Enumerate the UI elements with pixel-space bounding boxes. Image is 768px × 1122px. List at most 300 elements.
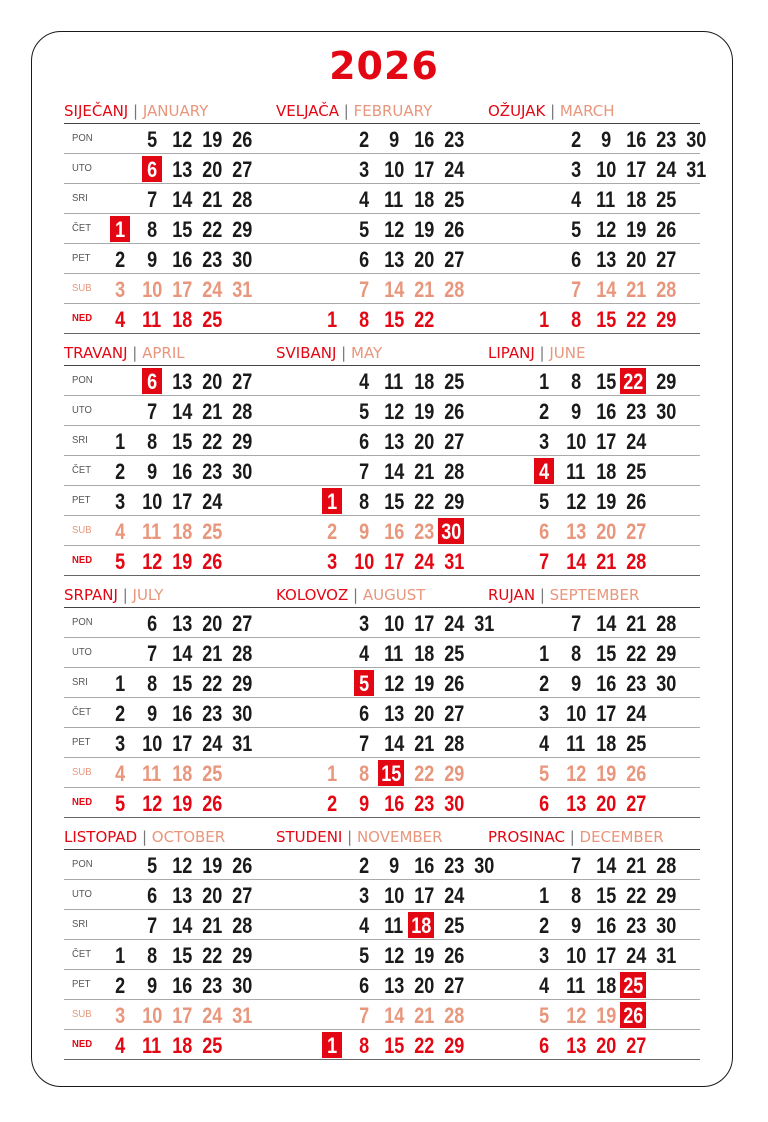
month-header <box>488 100 615 122</box>
day-number: 7 <box>358 1003 370 1028</box>
day-number: 15 <box>595 369 617 394</box>
day-number: 27 <box>231 157 253 182</box>
month-june <box>488 342 700 576</box>
day-cell <box>592 156 620 182</box>
day-number: 23 <box>625 399 647 424</box>
day-cell <box>106 670 134 696</box>
weekday-row-tue <box>488 638 700 668</box>
day-number: 6 <box>358 973 370 998</box>
weekday-row-wed <box>488 910 700 940</box>
day-cell <box>168 156 196 182</box>
weekday-label: PET <box>72 253 91 264</box>
day-number: 10 <box>595 157 617 182</box>
month-name-separator: | <box>127 344 143 362</box>
day-cell <box>106 306 134 332</box>
day-cell <box>562 610 590 636</box>
day-cell <box>380 246 408 272</box>
day-cell <box>652 882 680 908</box>
day-number: 7 <box>358 731 370 756</box>
day-cell <box>440 548 468 574</box>
month-name-separator: | <box>535 586 550 604</box>
day-number: 17 <box>171 731 193 756</box>
day-number: 17 <box>625 157 647 182</box>
day-cell <box>562 548 590 574</box>
day-cell <box>592 700 620 726</box>
row-rule <box>276 1059 488 1060</box>
day-number: 6 <box>146 369 158 394</box>
day-cell <box>440 398 468 424</box>
day-number: 25 <box>201 761 223 786</box>
day-cell <box>562 760 590 786</box>
day-cell <box>380 1032 408 1058</box>
day-cell <box>622 640 650 666</box>
weekday-row-thu <box>488 698 700 728</box>
day-cell <box>198 1032 226 1058</box>
day-cell <box>138 126 166 152</box>
day-number: 11 <box>566 973 586 998</box>
weekday-row-thu <box>64 698 276 728</box>
day-cell <box>228 398 256 424</box>
day-number: 18 <box>171 307 193 332</box>
weekday-label: SRI <box>72 193 88 204</box>
holiday-day <box>620 368 646 394</box>
day-number: 9 <box>570 913 582 938</box>
month-march <box>488 100 707 334</box>
day-number: 15 <box>383 1033 405 1058</box>
day-cell <box>410 548 438 574</box>
day-number: 10 <box>141 489 163 514</box>
day-number: 9 <box>600 127 612 152</box>
row-rule <box>488 817 700 818</box>
weekday-row-fri <box>64 970 276 1000</box>
day-cell <box>622 700 650 726</box>
day-number: 14 <box>595 277 617 302</box>
day-number: 2 <box>358 127 370 152</box>
day-cell <box>410 882 438 908</box>
day-number: 23 <box>625 913 647 938</box>
day-cell <box>380 368 408 394</box>
day-number: 8 <box>570 641 582 666</box>
day-cell <box>198 276 226 302</box>
day-number: 7 <box>146 913 158 938</box>
day-number: 9 <box>146 973 158 998</box>
day-number: 24 <box>625 701 647 726</box>
day-number: 30 <box>655 671 677 696</box>
day-number: 19 <box>201 853 223 878</box>
weekday-row-sat <box>276 758 488 788</box>
day-number: 14 <box>383 277 405 302</box>
day-cell <box>530 972 558 998</box>
day-number: 21 <box>625 277 647 302</box>
day-number: 29 <box>443 761 465 786</box>
day-cell <box>350 700 378 726</box>
day-number: 16 <box>171 247 193 272</box>
day-number: 23 <box>443 127 465 152</box>
day-cell <box>592 368 620 394</box>
day-cell <box>168 306 196 332</box>
day-number: 26 <box>201 791 223 816</box>
day-number: 30 <box>231 701 253 726</box>
day-number: 29 <box>231 671 253 696</box>
day-cell <box>410 610 438 636</box>
day-number: 20 <box>595 1033 617 1058</box>
weekday-row-sun <box>64 546 276 576</box>
day-number: 25 <box>443 913 465 938</box>
day-number: 18 <box>625 187 647 212</box>
day-number: 13 <box>171 369 193 394</box>
day-number: 17 <box>595 429 617 454</box>
day-number: 2 <box>326 791 338 816</box>
weekday-row-sat <box>64 1000 276 1030</box>
day-number: 18 <box>171 519 193 544</box>
month-name-en: OCTOBER <box>151 828 226 846</box>
day-cell <box>622 942 650 968</box>
day-cell <box>592 790 620 816</box>
day-number: 14 <box>171 913 193 938</box>
weekday-row-tue <box>276 880 488 910</box>
day-number: 28 <box>443 1003 465 1028</box>
day-cell <box>622 246 650 272</box>
day-number: 14 <box>595 853 617 878</box>
day-number: 31 <box>685 157 707 182</box>
day-cell <box>350 398 378 424</box>
day-cell <box>410 368 438 394</box>
day-number: 2 <box>114 973 126 998</box>
day-number: 30 <box>231 247 253 272</box>
weekday-label: UTO <box>72 405 92 416</box>
row-rule <box>488 333 700 334</box>
weekday-row-thu <box>276 698 488 728</box>
day-number: 10 <box>565 701 587 726</box>
day-number: 8 <box>146 943 158 968</box>
weekday-label: PET <box>72 979 91 990</box>
day-number: 24 <box>201 731 223 756</box>
weekday-row-thu <box>276 214 488 244</box>
holiday-day <box>322 1032 342 1058</box>
day-cell <box>592 518 620 544</box>
day-number: 30 <box>655 913 677 938</box>
day-cell <box>440 458 468 484</box>
day-number: 5 <box>570 217 582 242</box>
day-number: 12 <box>383 943 405 968</box>
weekday-label: PON <box>72 859 93 870</box>
day-cell <box>652 398 680 424</box>
holiday-day <box>110 216 130 242</box>
day-cell <box>198 640 226 666</box>
day-cell <box>410 246 438 272</box>
day-number: 25 <box>201 519 223 544</box>
month-name-separator: | <box>348 586 363 604</box>
day-cell <box>228 368 256 394</box>
day-number: 9 <box>570 399 582 424</box>
day-cell <box>198 1002 226 1028</box>
day-cell <box>350 306 378 332</box>
day-cell <box>622 518 650 544</box>
day-number: 12 <box>171 127 193 152</box>
day-number: 3 <box>326 549 338 574</box>
day-cell <box>652 306 680 332</box>
day-number: 6 <box>146 157 158 182</box>
day-cell <box>652 942 680 968</box>
day-cell <box>562 306 590 332</box>
day-number: 21 <box>413 731 435 756</box>
weekday-label: PON <box>72 617 93 628</box>
day-number: 6 <box>358 429 370 454</box>
weekday-row-mon <box>488 850 700 880</box>
day-number: 2 <box>538 913 550 938</box>
month-header <box>276 826 443 848</box>
day-cell <box>562 730 590 756</box>
day-number: 20 <box>595 519 617 544</box>
day-cell <box>622 610 650 636</box>
day-number: 26 <box>655 217 677 242</box>
day-number: 28 <box>625 549 647 574</box>
weekday-row-sun <box>276 546 488 576</box>
day-number: 31 <box>231 277 253 302</box>
day-cell <box>380 518 408 544</box>
day-number: 4 <box>114 761 126 786</box>
day-cell <box>228 246 256 272</box>
day-number: 15 <box>595 307 617 332</box>
day-cell <box>592 942 620 968</box>
day-cell <box>440 882 468 908</box>
day-cell <box>198 670 226 696</box>
day-cell <box>380 428 408 454</box>
day-number: 29 <box>655 641 677 666</box>
day-cell <box>318 760 346 786</box>
day-number: 25 <box>443 641 465 666</box>
day-cell <box>138 1002 166 1028</box>
day-number: 22 <box>413 1033 435 1058</box>
weekday-row-sat <box>488 516 700 546</box>
day-cell <box>440 700 468 726</box>
day-cell <box>318 548 346 574</box>
day-number: 22 <box>413 307 435 332</box>
day-number: 10 <box>565 429 587 454</box>
day-number: 30 <box>231 459 253 484</box>
day-cell <box>562 700 590 726</box>
day-number: 3 <box>114 731 126 756</box>
day-cell <box>138 518 166 544</box>
day-cell <box>168 912 196 938</box>
day-cell <box>530 306 558 332</box>
day-number: 23 <box>413 791 435 816</box>
weekday-label: SUB <box>72 283 92 294</box>
day-cell <box>440 942 468 968</box>
day-cell <box>228 610 256 636</box>
day-cell <box>168 216 196 242</box>
day-cell <box>380 126 408 152</box>
day-number: 28 <box>231 913 253 938</box>
day-cell <box>350 126 378 152</box>
day-cell <box>198 730 226 756</box>
day-number: 22 <box>413 489 435 514</box>
day-number: 4 <box>358 913 370 938</box>
day-cell <box>228 428 256 454</box>
day-cell <box>622 488 650 514</box>
day-cell <box>168 972 196 998</box>
weekday-label: SUB <box>72 767 92 778</box>
day-cell <box>350 640 378 666</box>
day-number: 20 <box>413 701 435 726</box>
day-number: 27 <box>443 701 465 726</box>
holiday-day <box>378 760 404 786</box>
day-number: 18 <box>410 913 432 938</box>
day-cell <box>530 730 558 756</box>
day-cell <box>106 942 134 968</box>
day-number: 14 <box>595 611 617 636</box>
day-cell <box>440 912 468 938</box>
day-cell <box>228 912 256 938</box>
weekday-row-tue <box>276 638 488 668</box>
day-cell <box>380 276 408 302</box>
weekday-row-mon <box>276 366 488 396</box>
day-cell <box>350 428 378 454</box>
day-number: 17 <box>413 611 435 636</box>
day-number: 27 <box>625 519 647 544</box>
day-cell <box>168 398 196 424</box>
day-number: 10 <box>383 157 405 182</box>
day-cell <box>652 912 680 938</box>
day-number: 22 <box>413 761 435 786</box>
day-cell <box>410 186 438 212</box>
weekday-row-sun <box>64 788 276 818</box>
day-number: 20 <box>201 883 223 908</box>
day-number: 15 <box>171 671 193 696</box>
day-number: 3 <box>538 429 550 454</box>
day-number: 16 <box>625 127 647 152</box>
day-cell <box>682 156 710 182</box>
day-number: 27 <box>443 429 465 454</box>
month-header <box>488 584 639 606</box>
day-number: 6 <box>538 519 550 544</box>
day-number: 2 <box>538 399 550 424</box>
day-cell <box>562 246 590 272</box>
day-number: 18 <box>413 187 435 212</box>
day-cell <box>622 458 650 484</box>
day-cell <box>410 428 438 454</box>
weekday-row-mon <box>64 366 276 396</box>
weekday-row-wed <box>64 668 276 698</box>
day-number: 13 <box>565 1033 587 1058</box>
day-number: 10 <box>141 731 163 756</box>
weekday-row-sat <box>64 516 276 546</box>
day-cell <box>530 640 558 666</box>
day-cell <box>228 730 256 756</box>
weekday-row-sun <box>488 1030 700 1060</box>
day-number: 10 <box>565 943 587 968</box>
day-number: 8 <box>570 307 582 332</box>
day-number: 9 <box>388 127 400 152</box>
day-number: 9 <box>358 519 370 544</box>
day-cell <box>380 972 408 998</box>
day-number: 10 <box>353 549 375 574</box>
day-cell <box>530 700 558 726</box>
day-cell <box>410 518 438 544</box>
day-number: 11 <box>566 459 586 484</box>
weekday-row-sun <box>64 304 276 334</box>
weekday-row-fri <box>488 244 700 274</box>
day-cell <box>410 216 438 242</box>
day-number: 25 <box>625 731 647 756</box>
day-number: 19 <box>171 791 193 816</box>
day-cell <box>592 670 620 696</box>
day-number: 12 <box>171 853 193 878</box>
day-number: 3 <box>114 1003 126 1028</box>
day-number: 13 <box>171 611 193 636</box>
weekday-row-wed <box>488 184 700 214</box>
day-number: 26 <box>625 761 647 786</box>
day-number: 29 <box>655 307 677 332</box>
day-cell <box>380 730 408 756</box>
day-number: 2 <box>326 519 338 544</box>
day-number: 14 <box>171 641 193 666</box>
day-cell <box>106 1002 134 1028</box>
day-number: 12 <box>141 791 163 816</box>
day-number: 4 <box>570 187 582 212</box>
day-cell <box>138 882 166 908</box>
weekday-row-mon <box>488 124 707 154</box>
day-cell <box>530 428 558 454</box>
day-number: 12 <box>141 549 163 574</box>
month-name-separator: | <box>128 102 143 120</box>
weekday-row-sat <box>488 274 700 304</box>
day-cell <box>530 760 558 786</box>
day-number: 12 <box>565 1003 587 1028</box>
day-cell <box>592 548 620 574</box>
day-number: 5 <box>538 761 550 786</box>
day-cell <box>440 670 468 696</box>
day-number: 19 <box>595 1003 617 1028</box>
day-number: 2 <box>114 701 126 726</box>
day-number: 30 <box>440 519 462 544</box>
weekday-row-wed <box>276 184 488 214</box>
day-cell <box>440 760 468 786</box>
day-cell <box>138 246 166 272</box>
month-january <box>64 100 276 334</box>
month-name-en: NOVEMBER <box>356 828 443 846</box>
day-cell <box>350 1002 378 1028</box>
day-cell <box>440 730 468 756</box>
day-cell <box>168 942 196 968</box>
weekday-label: SRI <box>72 435 88 446</box>
day-cell <box>168 368 196 394</box>
day-cell <box>652 368 680 394</box>
weekday-row-mon <box>276 124 488 154</box>
weekday-row-fri <box>488 970 700 1000</box>
day-number: 8 <box>570 883 582 908</box>
day-cell <box>410 790 438 816</box>
weekday-row-wed <box>64 910 276 940</box>
day-number: 17 <box>595 701 617 726</box>
day-cell <box>350 488 378 514</box>
day-number: 1 <box>538 641 550 666</box>
day-number: 14 <box>383 731 405 756</box>
day-number: 27 <box>231 369 253 394</box>
day-cell <box>440 246 468 272</box>
day-cell <box>440 126 468 152</box>
day-number: 19 <box>171 549 193 574</box>
weekday-row-mon <box>276 850 495 880</box>
day-cell <box>562 276 590 302</box>
month-header <box>64 584 163 606</box>
day-number: 5 <box>538 1003 550 1028</box>
day-number: 18 <box>595 973 617 998</box>
day-number: 8 <box>358 1033 370 1058</box>
day-number: 18 <box>413 641 435 666</box>
month-name-separator: | <box>137 828 152 846</box>
day-number: 12 <box>595 217 617 242</box>
